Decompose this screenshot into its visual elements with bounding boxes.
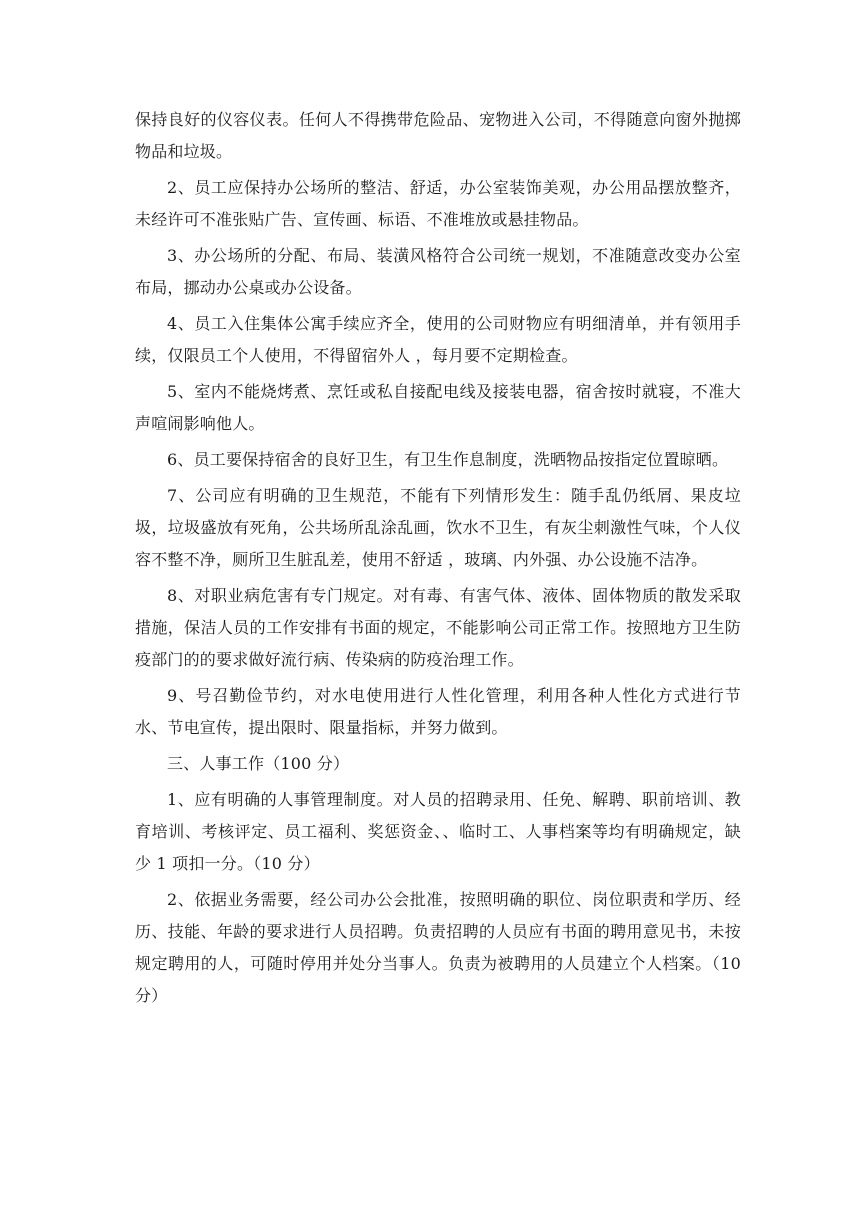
paragraph: 2、员工应保持办公场所的整洁、舒适，办公室装饰美观，办公用品摆放整齐，未经许可不准张贴广告、宣传画、标语、不准堆放或悬挂物品。 (135, 178, 741, 229)
paragraph: 2、依据业务需要，经公司办公会批准，按照明确的职位、岗位职责和学历、经历、技能、年龄的要求进行人员招聘。负责招聘的人员应有书面的聘用意见书，未按规定聘用的人，可随时停用并处分当事人。负责为被聘用的人员建立个人档案。（10 分） (135, 890, 741, 1005)
paragraph: 3、办公场所的分配、布局、装潢风格符合公司统一规划，不准随意改变办公室布局，挪动办公桌或办公设备。 (135, 246, 741, 297)
paragraph: 7、公司应有明确的卫生规范，不能有下列情形发生：随手乱仍纸屑、果皮垃圾，垃圾盛放有死角，公共场所乱涂乱画，饮水不卫生，有灰尘刺激性气味，个人仪容不整不净，厕所卫生脏乱差，使用不舒适 ，玻璃、内外强、办公设施不洁净。 (135, 486, 741, 569)
paragraph: 6、员工要保持宿舍的良好卫生，有卫生作息制度，洗晒物品按指定位置晾晒。 (167, 450, 729, 469)
paragraph: 1、应有明确的人事管理制度。对人员的招聘录用、任免、解聘、职前培训、教育培训、考核评定、员工福利、奖惩资金、、临时工、人事档案等均有明确规定，缺少 1 项扣一分。（10 分） (135, 790, 741, 873)
paragraph: 4、员工入住集体公寓手续应齐全，使用的公司财物应有明细清单，并有领用手续，仅限员工个人使用，不得留宿外人 ，每月要不定期检查。 (135, 314, 741, 365)
document-body (135, 104, 741, 1016)
paragraph: 保持良好的仪容仪表。任何人不得携带危险品、宠物进入公司，不得随意向窗外抛掷物品和垃圾。 (135, 110, 741, 161)
section-heading: 三、人事工作（100 分） (167, 754, 350, 773)
paragraph: 5、室内不能烧烤煮、烹饪或私自接配电线及接装电器，宿舍按时就寝，不准大声喧闹影响他人。 (135, 382, 741, 433)
paragraph: 8、对职业病危害有专门规定。对有毒、有害气体、液体、固体物质的散发采取措施，保洁人员的工作安排有书面的规定，不能影响公司正常工作。按照地方卫生防疫部门的的要求做好流行病、传染病的防疫治理工作。 (135, 586, 741, 669)
paragraph: 9、号召勤俭节约，对水电使用进行人性化管理，利用各种人性化方式进行节水、节电宣传，提出限时、限量指标，并努力做到。 (135, 686, 741, 737)
